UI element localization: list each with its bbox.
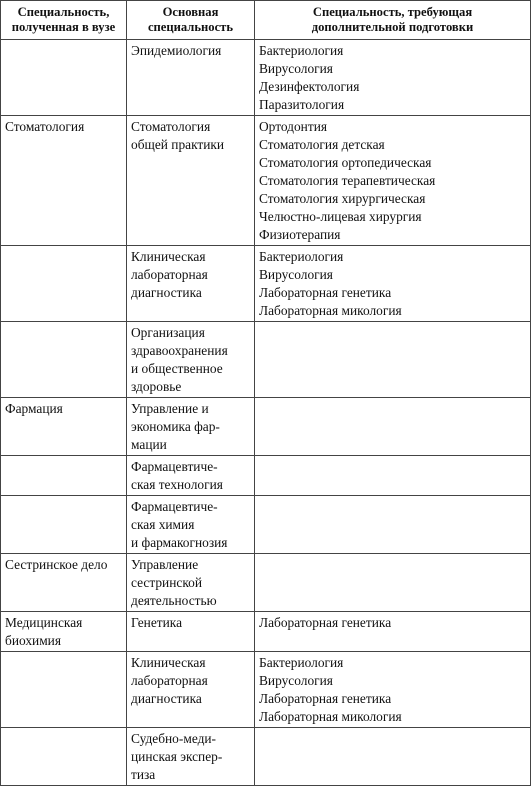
cell-line: лабораторная [131,267,208,282]
university-specialty-cell [1,398,127,456]
cell-line: тиза [131,767,156,782]
cell-line: Стоматология хирургическая [259,191,426,206]
cell-line: Физиотерапия [259,227,341,242]
cell-line: лабораторная [131,673,208,688]
cell-line: Клиническая [131,249,206,264]
cell-line: экономика фар- [131,419,220,434]
cell-line: здоровье [131,379,182,394]
university-specialty-cell [1,456,127,496]
table-row [1,652,531,728]
cell-line: ская химия [131,517,195,532]
cell-line: Ортодонтия [259,119,328,134]
additional-specialty-cell [255,398,531,456]
cell-line: деятельностью [131,593,217,608]
table-body [1,40,531,786]
additional-specialty-cell [255,554,531,612]
table-row [1,554,531,612]
cell-line: и общественное [131,361,223,376]
main-specialty-cell [127,322,255,398]
additional-specialty-cell [255,116,531,246]
cell-line: Лабораторная микология [259,303,402,318]
university-specialty-cell [1,496,127,554]
table-row [1,496,531,554]
table-row [1,40,531,116]
main-specialty-cell [127,496,255,554]
cell-line: Стоматология [131,119,211,134]
cell-line: Бактериология [259,43,344,58]
cell-line: сестринской [131,575,203,590]
cell-line: Медицинская [5,615,83,630]
cell-line: Лабораторная микология [259,709,402,724]
header-additional-specialty: Специальность, требующая дополнительной подготовки [255,1,531,40]
table-row [1,612,531,652]
cell-line: Паразитология [259,97,345,112]
cell-line: Фармацевтиче- [131,459,218,474]
cell-line: Стоматология детская [259,137,385,152]
university-specialty-cell [1,652,127,728]
cell-line: Клиническая [131,655,206,670]
university-specialty-cell [1,728,127,786]
cell-line: мации [131,437,167,452]
cell-line: Стоматология [5,119,85,134]
cell-line: Вирусология [259,673,333,688]
additional-specialty-cell [255,246,531,322]
main-specialty-cell [127,456,255,496]
additional-specialty-cell [255,496,531,554]
cell-line: Фармация [5,401,63,416]
cell-line: Вирусология [259,61,333,76]
main-specialty-cell [127,728,255,786]
additional-specialty-cell [255,456,531,496]
cell-line: Челюстно-лицевая хирургия [259,209,422,224]
cell-line: Управление и [131,401,209,416]
cell-line: Организация [131,325,205,340]
cell-line: Фармацевтиче- [131,499,218,514]
cell-line: биохимия [5,633,62,648]
cell-line: Стоматология ортопедическая [259,155,432,170]
additional-specialty-cell [255,322,531,398]
cell-line: Бактериология [259,249,344,264]
table-row [1,246,531,322]
cell-line: Сестринское дело [5,557,108,572]
cell-line: цинская экспер- [131,749,223,764]
additional-specialty-cell [255,728,531,786]
main-specialty-cell [127,116,255,246]
main-specialty-cell [127,246,255,322]
table-row [1,116,531,246]
cell-line: Лабораторная генетика [259,285,392,300]
university-specialty-cell [1,322,127,398]
cell-line: Вирусология [259,267,333,282]
table-row [1,728,531,786]
cell-line: и фармакогнозия [131,535,228,550]
additional-specialty-cell [255,652,531,728]
university-specialty-cell [1,612,127,652]
table-row [1,398,531,456]
cell-line: Лабораторная генетика [259,615,392,630]
main-specialty-cell [127,612,255,652]
university-specialty-cell [1,40,127,116]
cell-line: Стоматология терапевтическая [259,173,436,188]
table-header-row [1,1,531,40]
university-specialty-cell [1,246,127,322]
cell-line: Дезинфектология [259,79,360,94]
cell-line: ская технология [131,477,223,492]
header-university-specialty: Специальность, полученная в вузе [1,1,127,40]
cell-line: Бактериология [259,655,344,670]
cell-line: Эпидемиология [131,43,222,58]
cell-line: общей практики [131,137,225,152]
main-specialty-cell [127,398,255,456]
table-row [1,456,531,496]
cell-line: диагностика [131,691,202,706]
additional-specialty-cell [255,612,531,652]
cell-line: Судебно-меди- [131,731,217,746]
cell-line: диагностика [131,285,202,300]
university-specialty-cell [1,554,127,612]
cell-line: Генетика [131,615,183,630]
additional-specialty-cell [255,40,531,116]
cell-line: Лабораторная генетика [259,691,392,706]
table-row [1,322,531,398]
cell-line: Управление [131,557,199,572]
main-specialty-cell [127,554,255,612]
main-specialty-cell [127,652,255,728]
cell-line: здравоохранения [131,343,228,358]
main-specialty-cell [127,40,255,116]
university-specialty-cell [1,116,127,246]
header-main-specialty: Основная специальность [127,1,255,40]
